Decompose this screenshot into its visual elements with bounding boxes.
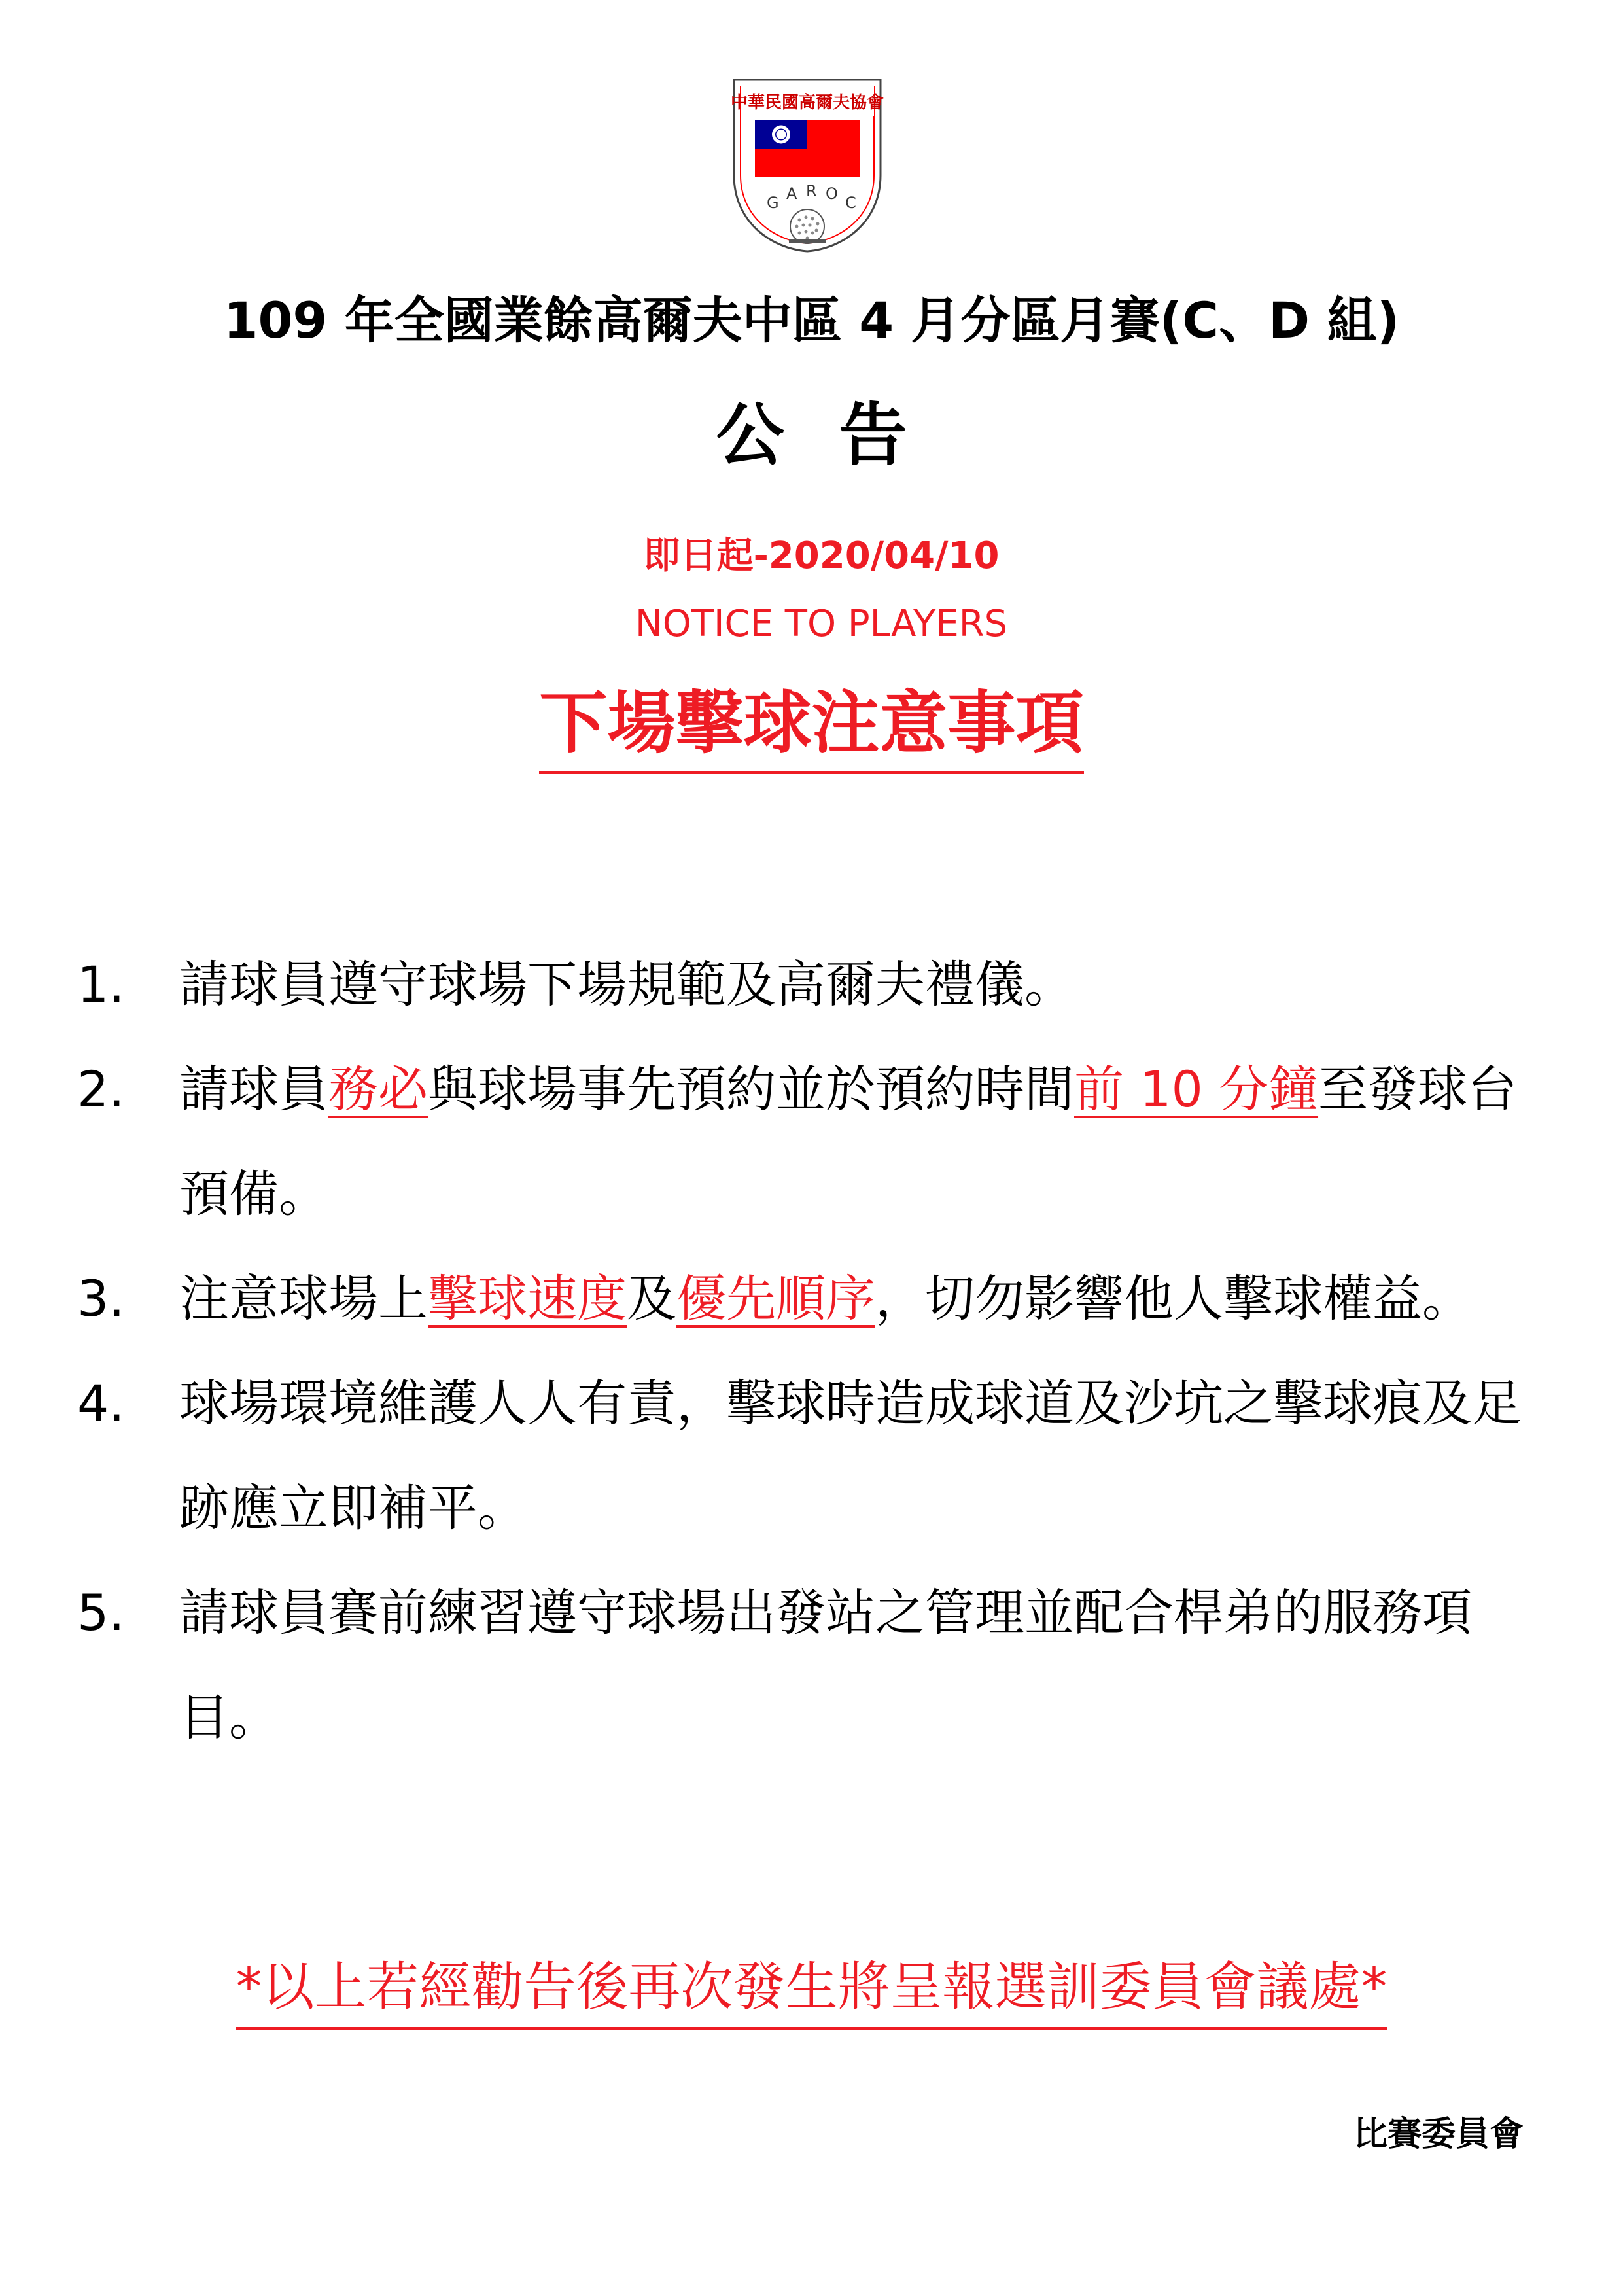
rule-text: 球場環境維護人人有責，擊球時造成球道及沙坑之擊球痕及足跡應立即補平。	[179, 1374, 1522, 1537]
flag-icon	[755, 120, 860, 177]
rule-text: 請球員賽前練習遵守球場出發站之管理並配合桿弟的服務項目。	[179, 1583, 1472, 1746]
rule-text: 至發球台預備。	[179, 1060, 1518, 1223]
rule-number: 4.	[77, 1374, 125, 1432]
rule-item-4	[77, 1351, 1536, 1561]
rule-number: 2.	[77, 1060, 125, 1118]
rule-text: 請球員遵守球場下場規範及高爾夫禮儀。	[179, 955, 1074, 1014]
rule-item-5	[77, 1561, 1536, 1770]
logo-org-name: 中華民國高爾夫協會	[730, 93, 884, 113]
notice-to-players: NOTICE TO PLAYERS	[635, 603, 1008, 645]
logo-letter-a: A	[786, 185, 797, 203]
logo-letter-o: O	[826, 185, 838, 203]
heading-wrapper	[0, 680, 1623, 774]
warning-wrapper	[0, 1951, 1623, 2030]
rule-item-1	[77, 932, 1536, 1037]
rule-number: 3.	[77, 1269, 125, 1328]
warning-notice: *以上若經勸告後再次發生將呈報選訓委員會議處*	[236, 1951, 1387, 2030]
announcement-heading: 公告	[716, 395, 962, 475]
rule-text: 與球場事先預約並於預約時間	[428, 1060, 1074, 1118]
logo-letter-r: R	[806, 182, 817, 200]
rule-highlight: 優先順序	[676, 1269, 875, 1328]
rule-text: ，切勿影響他人擊球權益。	[875, 1269, 1472, 1328]
rule-highlight: 擊球速度	[428, 1269, 627, 1328]
golf-ball-icon	[789, 209, 826, 243]
rule-number: 1.	[77, 955, 125, 1014]
rule-highlight: 前 10 分鐘	[1074, 1060, 1319, 1118]
rule-item-3	[77, 1246, 1536, 1351]
page-title: 109 年全國業餘高爾夫中區 4 月分區月賽(C、D 組)	[223, 291, 1400, 349]
committee-signature: 比賽委員會	[1353, 2115, 1524, 2154]
logo-letter-g: G	[767, 194, 779, 212]
rule-text: 及	[627, 1269, 676, 1328]
rules-list	[77, 932, 1536, 1770]
rules-heading: 下場擊球注意事項	[539, 680, 1083, 774]
logo-letter-c: C	[845, 194, 856, 212]
rule-item-2	[77, 1037, 1536, 1246]
rule-text: 請球員	[179, 1060, 328, 1118]
rule-text: 注意球場上	[179, 1269, 428, 1328]
garoc-logo	[726, 77, 888, 254]
rule-number: 5.	[77, 1583, 125, 1642]
effective-date: 即日起-2020/04/10	[643, 535, 1000, 577]
rule-highlight: 務必	[328, 1060, 428, 1118]
